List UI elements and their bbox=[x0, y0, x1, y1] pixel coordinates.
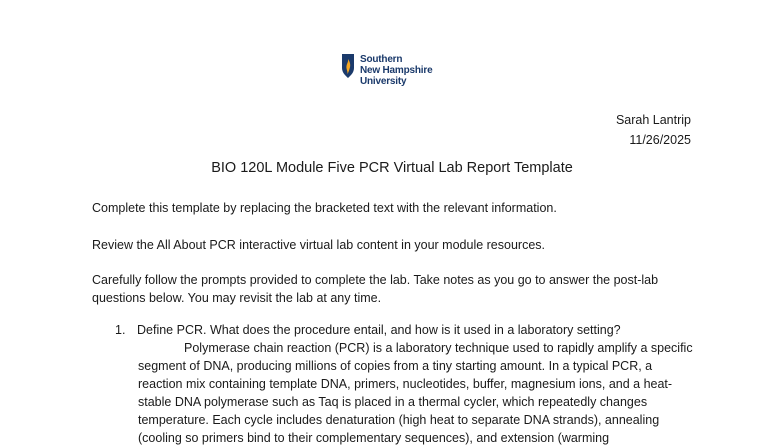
shield-icon bbox=[341, 53, 355, 79]
logo-wordmark bbox=[360, 54, 432, 87]
author-name: Sarah Lantrip bbox=[615, 113, 691, 127]
instruction-paragraph-1: Complete this template by replacing the bracketed text with the relevant information. bbox=[92, 201, 557, 215]
instruction-paragraph-3: Carefully follow the prompts provided to complete the lab. Take notes as you go to answer the post-lab questions below. You may revisit the lab at any time. bbox=[92, 273, 659, 305]
logo-line-1: Southern bbox=[360, 54, 403, 65]
answer-1: Polymerase chain reaction (PCR) is a laboratory technique used to rapidly amplify a specific segment of DNA, producing millions of copies from a tiny starting amount. In a typical PCR, a reaction mix containing template DNA, primers, nucleotides, buffer, magnesium ions, and a heat-stable DNA polymerase such as Taq is placed in a thermal cycler, which repeatedly changes temperature. Each cycle includes denaturation (high heat to separate DNA strands), annealing (cooling so primers bind to their complementary sequences), and extension (warming bbox=[138, 341, 693, 445]
question-prompt: Define PCR. What does the procedure entail, and how is it used in a laboratory setting? bbox=[137, 323, 621, 337]
logo-line-2: New Hampshire bbox=[360, 65, 433, 76]
question-number: 1. bbox=[115, 323, 126, 337]
document-title: BIO 120L Module Five PCR Virtual Lab Report Template bbox=[211, 160, 573, 176]
logo-line-3: University bbox=[360, 76, 407, 87]
instruction-paragraph-2: Review the All About PCR interactive virtual lab content in your module resources. bbox=[92, 238, 546, 252]
report-date: 11/26/2025 bbox=[629, 133, 691, 147]
author-block bbox=[616, 110, 691, 150]
university-logo bbox=[341, 53, 432, 87]
